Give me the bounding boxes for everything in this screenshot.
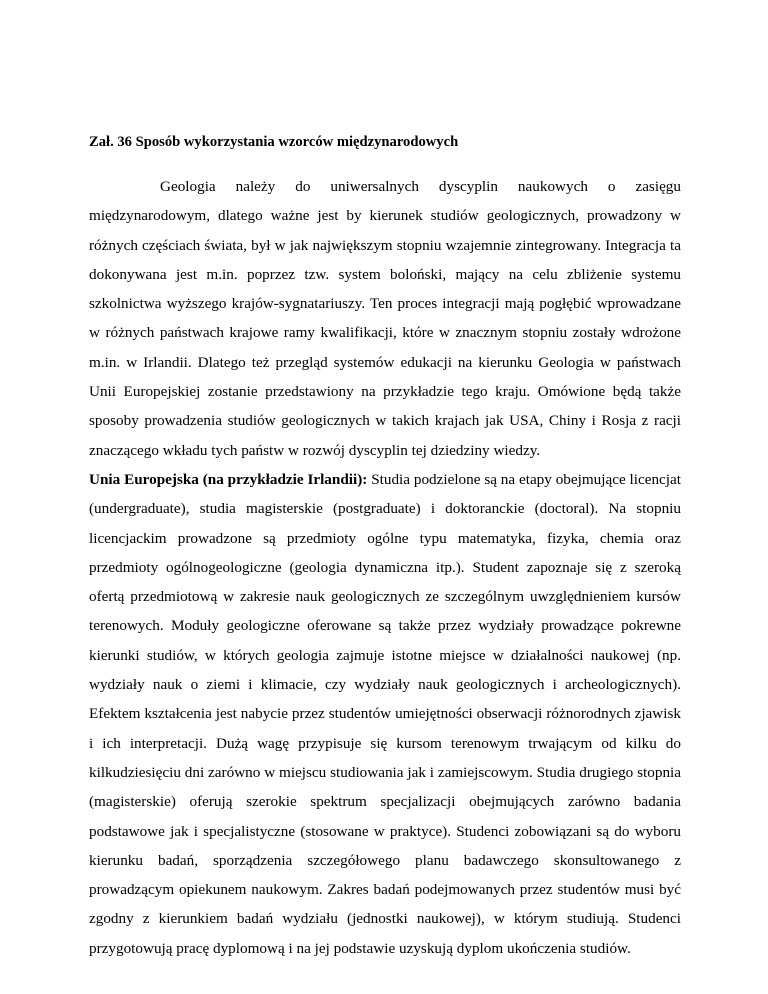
paragraph-eu	[89, 465, 681, 963]
paragraph-eu-lead: Unia Europejska (na przykładzie Irlandii):	[89, 470, 368, 488]
paragraph-eu-text: Studia podzielone są na etapy obejmujące licencjat (undergraduate), studia magisterskie (postgraduate) i doktoranckie (doctoral). Na stopniu licencjackim prowadzone są przedmioty ogólne typu matematyka, fizyka, chemia oraz przedmioty ogólnogeologiczne (geologia dynamiczna itp.). Student zapoznaje się z szeroką ofertą przedmiotową w zakresie nauk geologicznych ze szczególnym uwzględnieniem kursów terenowych. Moduły geologiczne oferowane są także przez wydziały prowadzące pokrewne kierunki studiów, w których geologia zajmuje istotne miejsce w działalności naukowej (np. wydziały nauk o ziemi i klimacie, czy wydziały nauk geologicznych i archeologicznych). Efektem kształcenia jest nabycie przez studentów umiejętności obserwacji różnorodnych zjawisk i ich interpretacji. Dużą wagę przypisuje się kursom terenowym trwającym od kilku do kilkudziesięciu dni zarówno w miejscu studiowania jak i zamiejscowym. Studia drugiego stopnia (magisterskie) oferują szerokie spektrum specjalizacji obejmujących zarówno badania podstawowe jak i specjalistyczne (stosowane w praktyce). Studenci zobowiązani są do wyboru kierunku badań, sporządzenia szczegółowego planu badawczego skonsultowanego z prowadzącym opiekunem naukowym. Zakres badań podejmowanych przez studentów musi być zgodny z kierunkiem badań wydziału (jednostki naukowej), w którym studiują. Studenci przygotowują pracę dyplomową i na jej podstawie uzyskują dyplom ukończenia studiów.	[89, 470, 681, 957]
document-heading: Zał. 36 Sposób wykorzystania wzorców międzynarodowych	[89, 134, 459, 150]
paragraph-intro: Geologia należy do uniwersalnych dyscyplin naukowych o zasięgu międzynarodowym, dlatego ważne jest by kierunek studiów geologicznych, prowadzony w różnych częściach świata, był w jak największym stopniu wzajemnie zintegrowany. Integracja ta dokonywana jest m.in. poprzez tzw. system boloński, mający na celu zbliżenie systemu szkolnictwa wyższego krajów-sygnatariuszy. Ten proces integracji mają pogłębić wprowadzane w różnych państwach krajowe ramy kwalifikacji, które w znacznym stopniu zostały wdrożone m.in. w Irlandii. Dlatego też przegląd systemów edukacji na kierunku Geologia w państwach Unii Europejskiej zostanie przedstawiony na przykładzie tego kraju. Omówione będą także sposoby prowadzenia studiów geologicznych w takich krajach jak USA, Chiny i Rosja z racji znaczącego wkładu tych państw w rozwój dyscyplin tej dziedziny wiedzy.	[89, 178, 681, 459]
document-body	[89, 172, 681, 963]
